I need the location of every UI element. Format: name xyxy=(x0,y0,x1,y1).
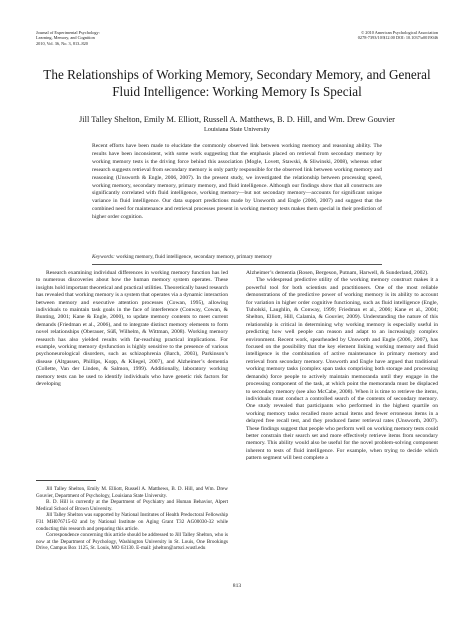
body-paragraph: Research examining individual differences in working memory function has led to numerous discoveries about how the human memory system operates. These insights hold important theoretical and practical utilities. Theoretically based research has revealed that working memory is a system that operates via a dynamic interaction between memory and executive attention processes (Cowan, 1995), allowing individuals to maintain task goals in the face of interference (Conway, Cowan, & Bunting, 2001; Kane & Engle, 2000), to update memory contents to meet current demands (Friedman et al., 2006), and to integrate distinct memory elements to form novel relationships (Oberauer, Süß, Wilhelm, & Wittman, 2008). Working memory research has also yielded results with far-reaching practical implications. For example, working memory dysfunction is highly sensitive to the presence of various psychoneurological disorders, such as schizophrenia (Barch, 2003), Parkinson’s disease (Altgassen, Phillips, Kopp, & Kliegel, 2007), and Alzheimer’s dementia (Collette, Van der Linden, & Salmon, 1999). Additionally, laboratory working memory tests can be used to identify individuals who have genetic risk factors for developing xyxy=(36,270,228,388)
body-paragraph: The widespread predictive utility of the working memory construct makes it a powerful tool for both scientists and practitioners. One of the most reliable demonstrations of the predictive power of working memory is its ability to account for variation in higher order cognitive functioning, such as fluid intelligence (Engle, Tuholski, Laughlin, & Conway, 1999; Friedman et al., 2006; Kane et al., 2004; Shelton, Elliott, Hill, Calamia, & Gouvier, 2009). Understanding the nature of this relationship is critical in determining why working memory is especially useful in predicting how well people can reason and adapt to an increasingly complex environment. Recent work, spearheaded by Unsworth and Engle (2006, 2007), has focused on the possibility that the key element linking working memory and fluid intelligence is the combination of active maintenance in primary memory and retrieval from secondary memory. Unsworth and Engle have argued that traditional working memory tasks (complex span tasks comprising both storage and processing demands) force people to actively maintain memoranda until they engage in the processing component of the task, at which point the memoranda must be displaced to secondary memory (see also McCabe, 2008). When it is time to retrieve the items, individuals must conduct a controlled search of the contents of secondary memory. One study revealed that participants who performed in the highest quartile on working memory tasks recalled more actual items and fewer erroneous items in a delayed free recall test, and they produced faster retrieval rates (Unsworth, 2007). These findings suggest that people who perform well on working memory tests could better constrain their search set and more effectively retrieve items from secondary memory. This ability would also be useful for the novel problem-solving component inherent to tests of fluid intelligence. For example, when trying to decide which pattern segment will best complete a xyxy=(246,277,438,462)
journal-volume-line: 2010, Vol. 36, No. 3, 813–820 xyxy=(36,40,88,46)
body-paragraph: Alzheimer’s dementia (Rosen, Bergeson, Putnam, Harwell, & Sunderland, 2002). xyxy=(246,270,429,276)
keywords-label: Keywords: xyxy=(92,254,115,260)
affiliation: Louisiana State University xyxy=(204,126,270,133)
body-column-right xyxy=(246,270,438,463)
copyright-header xyxy=(358,30,438,41)
journal-header xyxy=(36,30,100,46)
journal-name-line-2: Learning, Memory, and Cognition xyxy=(36,35,95,41)
footnote-correspondence: Correspondence concerning this article should be addressed to Jill Talley Shelton, who is now at the Department of Psychology, Washington University in St. Louis, One Brookings Drive, Campus Box 1125, St. Louis, MO 63130. E-mail: jshelton@artsci.wustl.edu xyxy=(36,532,228,552)
copyright-line: © 2010 American Psychological Association xyxy=(360,30,438,35)
doi-line: 0278-7393/10/$12.00 DOI: 10.1037/a0019046 xyxy=(357,35,438,41)
page-number: 813 xyxy=(232,583,242,589)
footnote-funding: Jill Talley Shelton was supported by National Institutes of Health Predoctoral Fellowship F31 MH076715-02 and by National Institute on Aging Grant T32 AG00030-32 while conducting this research and preparing this article. xyxy=(36,512,228,532)
keywords xyxy=(92,254,382,261)
author-list: Jill Talley Shelton, Emily M. Elliott, Russell A. Matthews, B. D. Hill, and Wm. Drew Gouvier xyxy=(79,115,395,124)
author-note xyxy=(36,486,228,552)
abstract-divider xyxy=(92,264,382,265)
footnote-current-address: B. D. Hill is currently at the Department of Psychiatry and Human Behavior, Alpert Medical School of Brown University. xyxy=(36,499,228,512)
footnote-divider xyxy=(36,480,96,481)
footnote-affiliations: Jill Talley Shelton, Emily M. Elliott, Russell A. Matthews, B. D. Hill, and Wm. Drew Gouvier, Department of Psychology, Louisiana State University. xyxy=(36,486,228,499)
body-column-left xyxy=(36,270,228,389)
journal-name-line-1: Journal of Experimental Psychology: xyxy=(36,30,100,35)
keywords-list: working memory, fluid intelligence, secondary memory, primary memory xyxy=(116,254,273,260)
abstract: Recent efforts have been made to elucidate the commonly observed link between working memory and reasoning ability. The results have been inconsistent, with some work suggesting that the emphasis placed on retrieval from secondary memory by working memory tests is the driving force behind this association (Mogle, Lovett, Stawski, & Sliwinski, 2008), whereas other research suggests retrieval from secondary memory is only partly responsible for the observed link between working memory and reasoning (Unsworth & Engle, 2006, 2007). In the present study, we investigated the relationship between processing speed, working memory, secondary memory, primary memory, and fluid intelligence. Although our findings show that all constructs are significantly correlated with fluid intelligence, working memory—but not secondary memory—accounts for significant unique variance in fluid intelligence. Our data support predictions made by Unsworth and Engle (2006, 2007) and suggest that the combined need for maintenance and retrieval processes present in working memory tests makes them special in their prediction of higher order cognition. xyxy=(92,143,382,221)
article-title: The Relationships of Working Memory, Secondary Memory, and General Fluid Intelligence: Working Memory Is Special xyxy=(43,66,431,99)
